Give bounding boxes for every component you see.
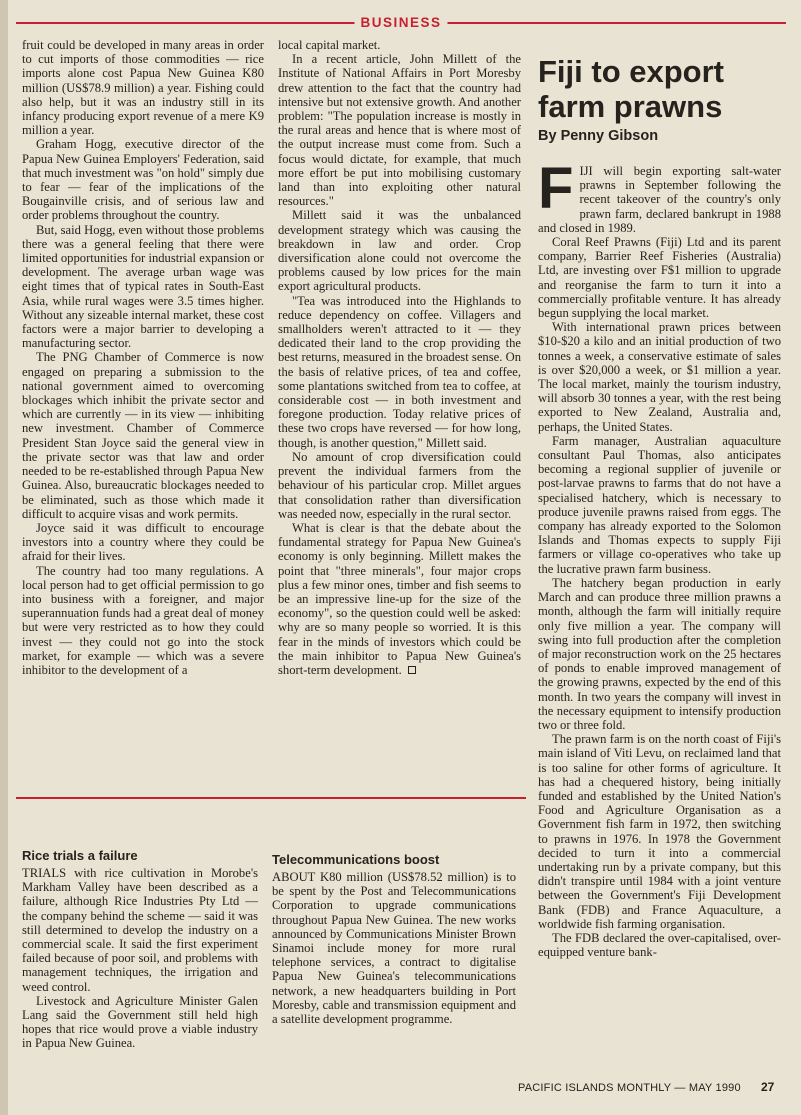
paragraph: The hatchery began production in early March and can produce three million prawns a month, although the farm will initially require only five million a year. The company will swing into full production after the completion of major reconstruction work on the 25 hectares of ponds to enable improved management of the growing prawns, expected by the end of this month. In two years the company will invest in the necessary equipment to intensify production two or three fold. [538, 575, 781, 732]
paragraph: Millett said it was the unbalanced development strategy which was causing the breakdown in law and order. Crop diversification alone could not overcome the problems caused by low prices for the main export agricultural products. [278, 208, 521, 294]
paragraph: The country had too many regulations. A local person had to get official permission to go into business with a foreigner, and major superannuation funds had a great deal of money but were very restricted as to how they could invest — they could not go into the stock market, for example — which was a severe inhibitor to the development of a [22, 563, 264, 677]
rice-headline: Rice trials a failure [22, 848, 138, 863]
paragraph: "Tea was introduced into the Highlands to reduce dependency on coffee. Villagers and smallholders weren't attracted to it — they dedicated their land to the crop providing the best returns, measured in the broadest sense. On the basis of relative prices, of tea and coffee, some plantations switched from tea to coffee, at considerable cost — in both investment and foregone production. Today relative prices of these two crops have reversed — for how long, though, is another question," Millett said. [278, 293, 521, 450]
article-headline: Fiji to export farm prawns [538, 54, 724, 124]
paragraph: local capital market. [278, 38, 381, 52]
page-edge [0, 0, 8, 1115]
paragraph: The prawn farm is on the north coast of Fiji's main island of Viti Levu, on reclaimed land that is too saline for other forms of agriculture. It has had a chequered history, being initially funded and established by the United Nation's Food and Agriculture Organisation as a Government fish farm in 1972, then switching to prawns in 1976. In 1978 the Government decided to turn it into a commercial undertaking run by a private company, but this didn't transpire until 1984 with a joint venture between the Government's Fiji Development Bank (FDB) and France Aquaculture, a worldwide fish farming organisation. [538, 732, 781, 931]
lead-paragraph [538, 156, 781, 235]
rice-article [22, 866, 258, 1051]
paragraph [22, 866, 258, 994]
paragraph: Graham Hogg, executive director of the Papua New Guinea Employers' Federation, said that much investment was "on hold" simply due to fear — fear of the implications of the Bougainville crisis, and of serious law and order problems throughout the country. [22, 137, 264, 223]
paragraph: ABOUT K80 million (US$78.52 million) is to be spent by the Post and Telecommunications Corporation to upgrade communications throughout Papua New Guinea. The new works announced by Communications Minister Brown Sinamoi include money for more rural telephone services, a contract to digitalise Papua New Guinea's telecommunications network, a new headquarters building in Port Moresby, cable and transmission equipment and a satellite development programme. [272, 870, 516, 1027]
lead-word: TRIALS [22, 866, 67, 880]
lead-text: IJI will begin exporting salt-water prawns in September following the recent takeover of the country's only prawn farm, declared bankrupt in 1988 and closed in 1989. [538, 164, 781, 235]
paragraph: The FDB declared the over-capitalised, over-equipped venture bank- [538, 930, 781, 960]
article-column-3 [538, 156, 781, 960]
section-header [16, 14, 786, 32]
paragraph: Joyce said it was difficult to encourage investors into a country where they could be afraid for their lives. [22, 520, 264, 564]
paragraph: The PNG Chamber of Commerce is now engaged on preparing a submission to the national government aimed to overcoming blockages which inhibit the private sector and which are currently — in its view — inhibiting new investment. Chamber of Commerce President Stan Joyce said the general view in the private sector was that law and order needed to be re-established through Papua New Guinea. Also, bureaucratic blockages needed to be eliminated, such as those which made it difficult to acquire visas and work permits. [22, 350, 264, 521]
drop-cap: F [538, 156, 574, 221]
telecom-article [272, 870, 516, 1026]
end-mark-icon [408, 666, 416, 674]
paragraph-text: What is clear is that the debate about the fundamental strategy for Papua New Guinea's economy is only beginning. Millett makes the point that "three minerals", four major crops plus a few minor ones, timber and fish seems to be an impressive line-up for the size of the economy", so the question could well be asked: why are so many people so worried. It is this fear in the minds of investors which could be the main inhibitor to Papua New Guinea's short-term development. [278, 520, 521, 677]
paragraph: Farm manager, Australian aquaculture consultant Paul Thomas, also anticipates becoming a regional supplier of juvenile or post-larvae prawns to farms that do not have a specialised hatchery, which is necessary to produce juvenile prawns raised from eggs. The company has already exported to the Solomon Islands and Thomas expects to supply Fiji farmers or village co-operatives who take up the lucrative prawn farm business. [538, 433, 781, 576]
publication-footer: PACIFIC ISLANDS MONTHLY — MAY 1990 [518, 1082, 741, 1094]
paragraph-text: with rice cultivation in Morobe's Markham Valley have been described as a failure, although Rice Industries Pty Ltd — the company behind the scheme — said it was still determined to develop the industry on a commercial scale. It said the first experiment failed because of poor soil, and problems with management techniques, the irrigation and weed control. [22, 866, 258, 994]
paragraph: With international prawn prices between $10-$20 a kilo and an initial production of two tonnes a week, a conservative estimate of sales is over $20,000 a week, or $1 million a year. The local market, mainly the tourism industry, will absorb 30 tonnes a year, with the rest being exported to New Zealand, Australia and, perhaps, the United States. [538, 320, 781, 434]
article-column-2 [278, 38, 521, 677]
section-divider [16, 797, 526, 799]
paragraph: In a recent article, John Millett of the Institute of National Affairs in Port Moresby drew attention to the fact that the country had intensive but not extensive growth. And another problem: "The population increase is mostly in the rural areas and hence that is where most of the output increase must come from. Such a focus would dictate, for example, that much more effort be put into mobilising customary land than into exploiting other natural resources." [278, 52, 521, 209]
paragraph [278, 521, 521, 677]
paragraph: fruit could be developed in many areas in order to cut imports of those commodities — rice imports alone cost Papua New Guinea K80 million (US$78.9 million) a year. Fishing could also help, but it was an industry still in its infancy producing export revenue of a mere K9 million a year. [22, 38, 264, 138]
telecom-headline: Telecommunications boost [272, 852, 440, 867]
article-column-1 [22, 38, 264, 677]
page-number: 27 [761, 1080, 775, 1094]
paragraph: Livestock and Agriculture Minister Galen Lang said the Government still held high hopes that rice would prove a viable industry in Papua New Guinea. [22, 993, 258, 1051]
paragraph: But, said Hogg, even without those problems there was a general feeling that there were limited opportunities for industrial expansion or development. The average urban wage was eight times that of typical rates in South-East Asia, while rural wages were 3.5 times higher. Without any sizeable internal market, these cost factors were a major barrier to developing a manufacturing sector. [22, 222, 264, 351]
section-label: BUSINESS [354, 14, 447, 32]
article-byline: By Penny Gibson [538, 128, 659, 144]
paragraph: No amount of crop diversification could prevent the individual farmers from the behaviour of his particular crop. Millet argues that consolidation rather than diversification was needed now, especially in the rural sector. [278, 449, 521, 521]
paragraph: Coral Reef Prawns (Fiji) Ltd and its parent company, Barrier Reef Fisheries (Australia) Ltd, are investing over F$1 million to upgrade and reorganise the farm to turn it into a commercially profitable venture. It has already begun supplying the local market. [538, 235, 781, 321]
